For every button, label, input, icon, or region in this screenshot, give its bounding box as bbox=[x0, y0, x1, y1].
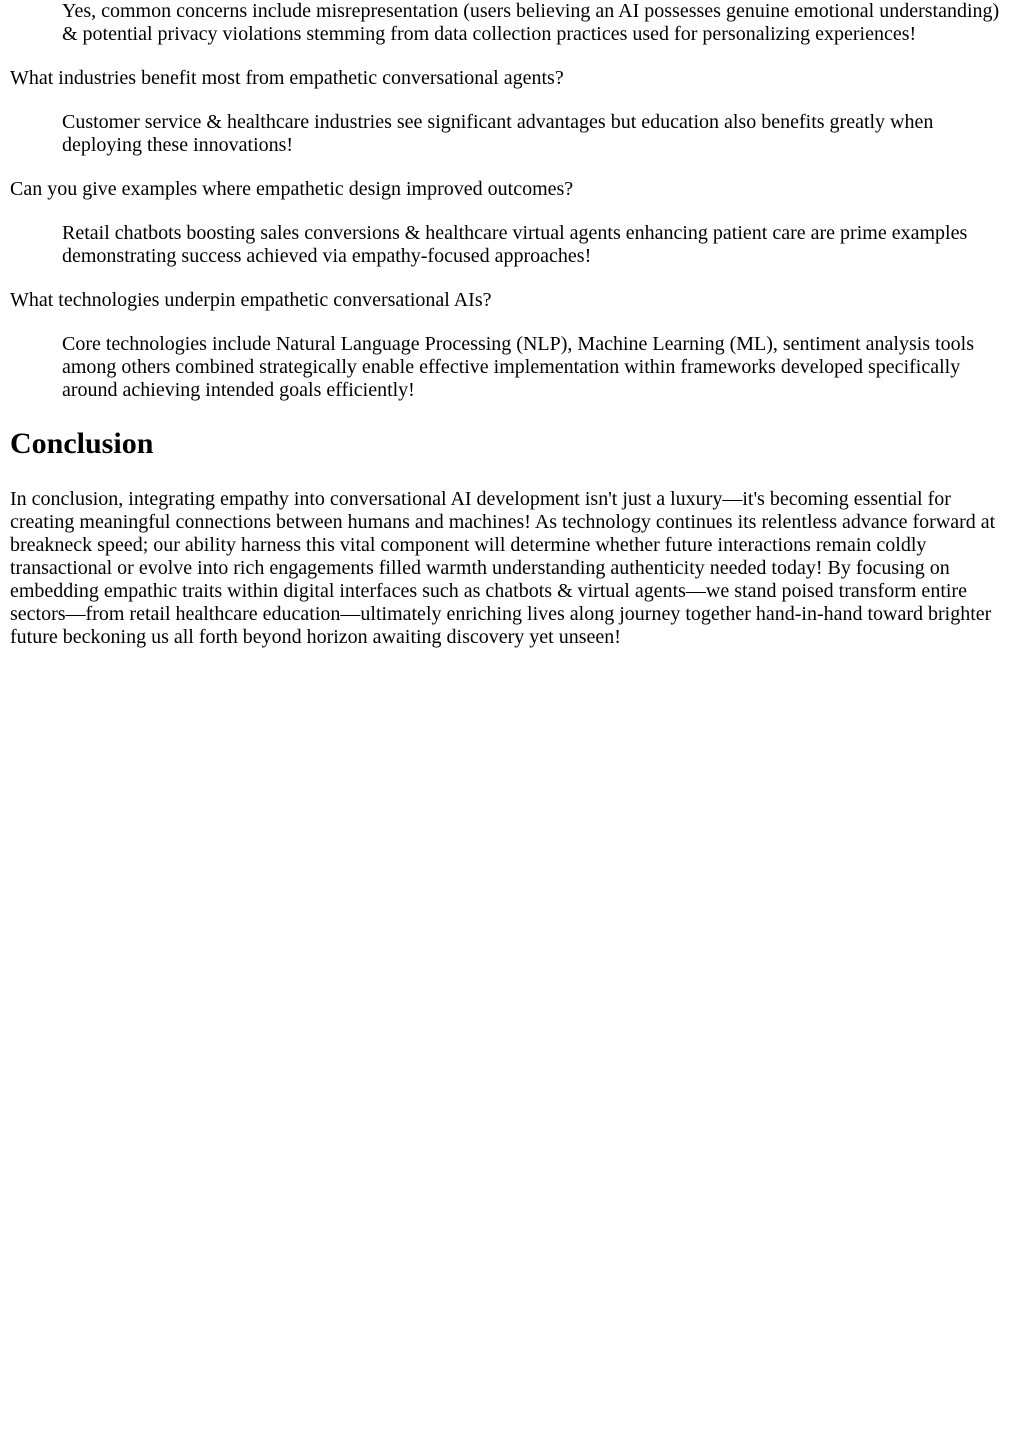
faq-question: What industries benefit most from empathetic conversational agents? bbox=[10, 67, 564, 89]
faq-list bbox=[10, 0, 1014, 402]
faq-question: What technologies underpin empathetic conversational AIs? bbox=[10, 289, 492, 311]
faq-answer: Core technologies include Natural Language Processing (NLP), Machine Learning (ML), sentiment analysis tools among others combined strategically enable effective implementation within frameworks developed specifically around achieving intended goals efficiently! bbox=[62, 333, 974, 401]
faq-answer: Yes, common concerns include misrepresentation (users believing an AI possesses genuine emotional understanding) & potential privacy violations stemming from data collection practices used for personalizing experiences! bbox=[62, 0, 1000, 45]
faq-answer: Customer service & healthcare industries see significant advantages but education also benefits greatly when deploying these innovations! bbox=[62, 111, 934, 156]
conclusion-heading: Conclusion bbox=[10, 427, 154, 460]
faq-answer: Retail chatbots boosting sales conversions & healthcare virtual agents enhancing patient care are prime examples demonstrating success achieved via empathy-focused approaches! bbox=[62, 222, 968, 267]
article-page bbox=[0, 0, 1024, 649]
conclusion-paragraph: In conclusion, integrating empathy into conversational AI development isn't just a luxury—it's becoming essential for creating meaningful connections between humans and machines! As technology continues its relentless advance forward at breakneck speed; our ability harness this vital component will determine whether future interactions remain coldly transactional or evolve into rich engagements filled warmth understanding authenticity needed today! By focusing on embedding empathic traits within digital interfaces such as chatbots & virtual agents—we stand poised transform entire sectors—from retail healthcare education—ultimately enriching lives along journey together hand-in-hand toward brighter future beckoning us all forth beyond horizon awaiting discovery yet unseen! bbox=[10, 488, 996, 648]
faq-question: Can you give examples where empathetic design improved outcomes? bbox=[10, 178, 574, 200]
